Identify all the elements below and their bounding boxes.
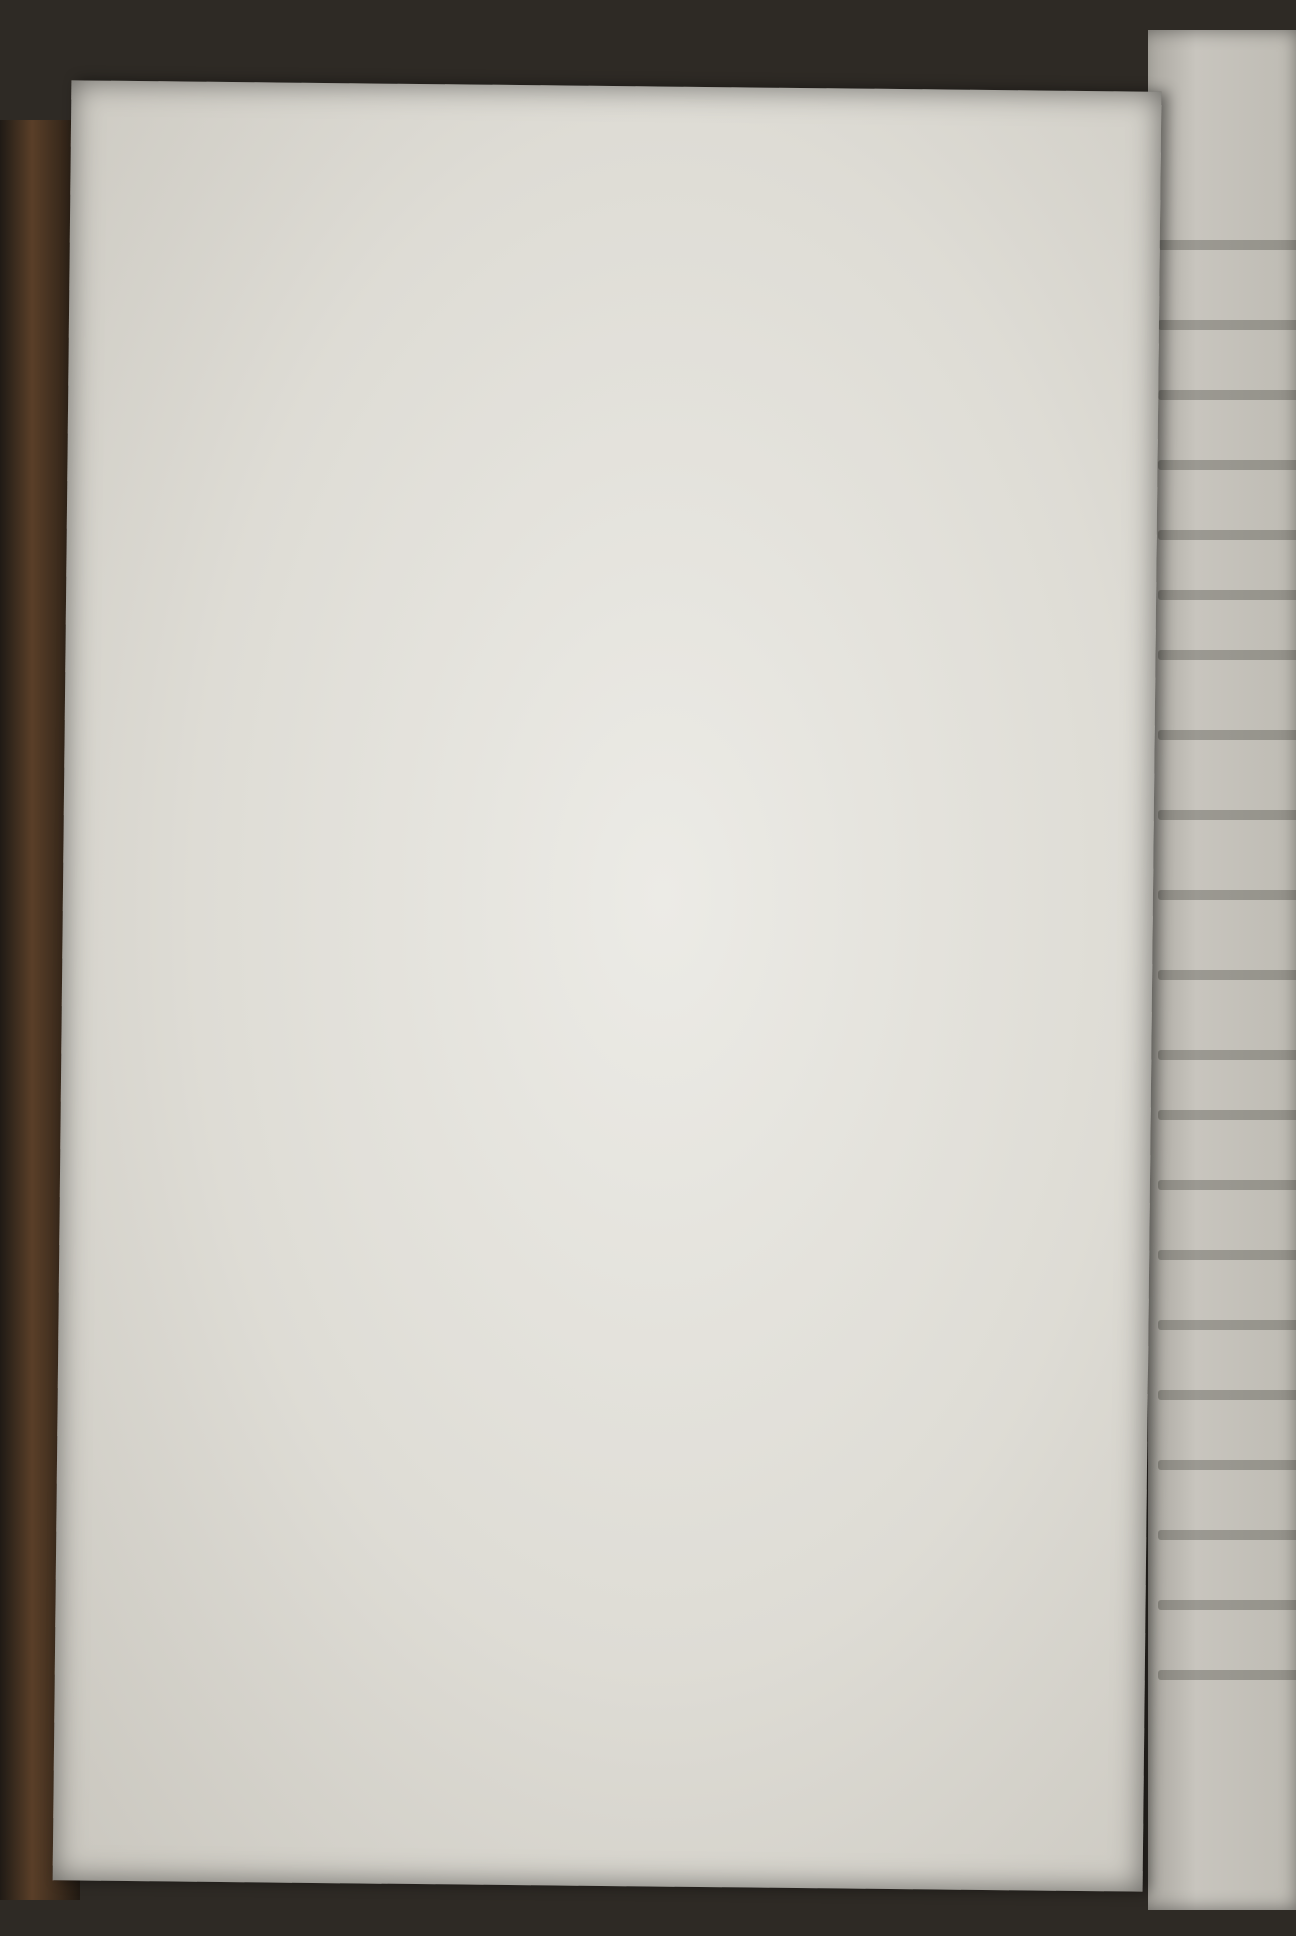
- book-page: [53, 80, 1162, 1891]
- table-of-contents: [53, 80, 1162, 1891]
- adjacent-page-edge: [1148, 30, 1296, 1910]
